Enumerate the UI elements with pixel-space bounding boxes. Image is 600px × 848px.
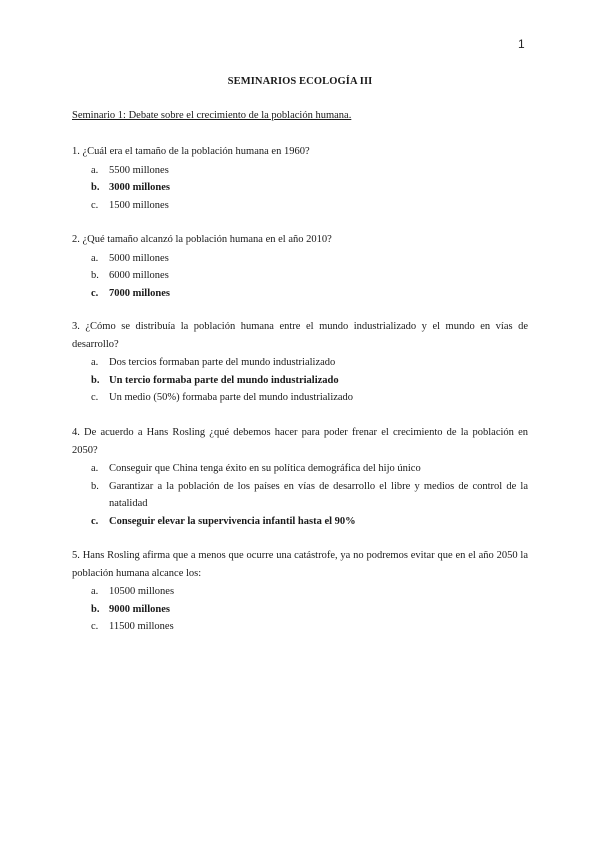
- option-text: Dos tercios formaban parte del mundo industrializado: [109, 357, 336, 368]
- document-title: SEMINARIOS ECOLOGÍA III: [227, 76, 373, 87]
- option-c: [72, 389, 528, 407]
- option-letter: b.: [91, 603, 100, 615]
- question-text: 4. De acuerdo a Hans Rosling ¿qué debemos hacer para poder frenar el crecimiento de la población en 2050?: [72, 427, 528, 456]
- option-list: [72, 460, 528, 530]
- option-a: [72, 354, 528, 372]
- option-text: 7000 millones: [109, 287, 170, 299]
- question-3: [72, 318, 528, 407]
- option-text: Garantizar a la población de los países en vías de desarrollo el libre y medios de control de la natalidad: [109, 480, 528, 509]
- option-text: 9000 millones: [109, 603, 170, 615]
- option-c: [72, 618, 528, 636]
- option-text: 5000 millones: [109, 252, 169, 264]
- option-letter: a.: [91, 463, 99, 474]
- option-c: [72, 197, 528, 215]
- option-text: 5500 millones: [109, 164, 169, 176]
- option-list: [72, 250, 528, 303]
- option-b: [72, 478, 528, 513]
- option-letter: c.: [91, 621, 99, 632]
- option-b: [72, 179, 528, 197]
- option-letter: c.: [91, 515, 99, 527]
- option-letter: b.: [91, 480, 99, 492]
- question-text: 3. ¿Cómo se distribuía la población humana entre el mundo industrializado y el mundo en vías de desarrollo?: [72, 321, 528, 350]
- question-text: 2. ¿Qué tamaño alcanzó la población humana en el año 2010?: [72, 234, 332, 245]
- option-letter: a.: [91, 357, 99, 368]
- option-text: Conseguir que China tenga éxito en su política demográfica del hijo único: [109, 463, 421, 474]
- option-list: [72, 354, 528, 407]
- option-b: [72, 267, 528, 285]
- option-text: Un tercio formaba parte del mundo industrializado: [109, 374, 339, 386]
- option-letter: b.: [91, 270, 99, 281]
- question-text: 1. ¿Cuál era el tamaño de la población humana en 1960?: [72, 146, 310, 157]
- option-letter: b.: [91, 374, 100, 386]
- option-letter: a.: [91, 164, 99, 176]
- option-letter: c.: [91, 392, 99, 403]
- option-text: 10500 millones: [109, 586, 175, 597]
- option-text: 3000 millones: [109, 182, 170, 193]
- option-letter: c.: [91, 287, 99, 299]
- option-a: [72, 583, 528, 601]
- option-c: [72, 513, 528, 531]
- option-text: Un medio (50%) formaba parte del mundo industrializado: [109, 392, 354, 403]
- page-number: 1: [518, 37, 525, 51]
- option-letter: b.: [91, 182, 100, 193]
- option-letter: a.: [91, 252, 99, 264]
- option-letter: a.: [91, 586, 99, 597]
- option-text: Conseguir elevar la supervivencia infantil hasta el 90%: [109, 515, 356, 527]
- seminar-heading: Seminario 1: Debate sobre el crecimiento de la población humana.: [72, 110, 352, 121]
- question-2: [72, 231, 528, 302]
- option-text: 11500 millones: [109, 621, 174, 632]
- option-c: [72, 285, 528, 303]
- option-letter: c.: [91, 199, 99, 211]
- option-a: [72, 250, 528, 268]
- option-text: 1500 millones: [109, 199, 169, 211]
- option-a: [72, 460, 528, 478]
- option-b: [72, 372, 528, 390]
- option-text: 6000 millones: [109, 270, 169, 281]
- question-text: 5. Hans Rosling afirma que a menos que ocurre una catástrofe, ya no podremos evitar que en el año 2050 la población humana alcance los:: [72, 550, 528, 579]
- option-b: [72, 601, 528, 619]
- question-4: [72, 424, 528, 530]
- option-list: [72, 583, 528, 636]
- option-list: [72, 162, 528, 215]
- question-1: [72, 143, 528, 214]
- option-a: [72, 162, 528, 180]
- question-5: [72, 547, 528, 636]
